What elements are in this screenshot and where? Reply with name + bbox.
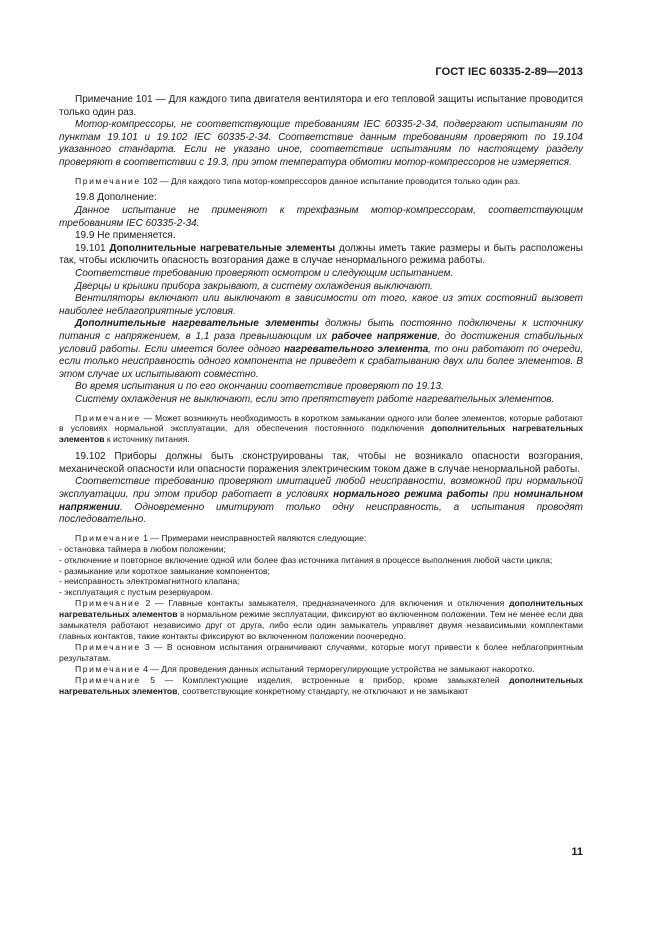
note-label: Примечание xyxy=(75,598,141,609)
term-bold: нагревательного элемента xyxy=(283,343,429,355)
note-label: Примечание xyxy=(75,674,141,685)
note-label: Примечание xyxy=(75,175,141,186)
document-code-header: ГОСТ IEC 60335-2-89—2013 xyxy=(435,66,583,78)
note-label: Примечание xyxy=(75,412,141,423)
note-101: Примечание 101 — Для каждого типа двигателя вентилятора и его тепловой защиты испытание проводится только один раз. xyxy=(59,94,583,118)
list-item: - эксплуатация с пустым резервуаром. xyxy=(59,587,213,598)
fault-simulation-text: Соответствие требованию проверяют имитацией любой неисправности, возможной при нормальной эксплуатации, при этом прибор работает в условиях нормального режима работы при номинальном напряжении. Одновременно имитируют только одну неисправность, а испытания проводят последовательно. xyxy=(59,476,583,526)
motor-compressor-paragraph: Мотор-компрессоры, не соответствующие требованиям IEC 60335-2-34, подвергают испытаниям по пунктам 19.101 и 19.102 IEC 60335-2-34. Соответствие данным требованиям проверяют по 19.104 указанного стандарта. Если не указано иное, соответствие испытаниям по настоящему разделу проверяют в соответствии с 19.3, при этом температура обмотки мотор-компрессоров не измеряется. xyxy=(59,119,583,168)
note-4: Примечание 4 — Для проведения данных испытаний терморегулирующие устройства не замыкают накоротко. xyxy=(75,663,535,674)
section-19-8-text: Данное испытание не применяют к трехфазным мотор-компрессорам, соответствующим требованиям IEC 60335-2-34. xyxy=(59,205,583,229)
term-bold: дополнительных нагревательных элементов xyxy=(59,598,583,620)
cooling-system-text: Систему охлаждения не выключают, если это препятствует работе нагревательных элементов. xyxy=(75,393,555,405)
term-bold: рабочее напряжение xyxy=(331,331,438,342)
term-bold: Дополнительные нагревательные элементы xyxy=(75,318,319,330)
fans-text: Вентиляторы включают или выключают в зависимости от того, какое из этих состояний вызовет наиболее неблагоприятные условия. xyxy=(59,293,583,317)
list-item: - неисправность электромагнитного клапана; xyxy=(59,576,240,587)
section-19-101: 19.101 Дополнительные нагревательные элементы должны иметь такие размеры и быть расположены так, чтобы исключить опасность возгорания даже в случае ненормального режима работы. xyxy=(59,242,583,267)
term-bold: нормального режима работы xyxy=(333,489,489,501)
note-2: Примечание 2 — Главные контакты замыкателя, предназначенного для включения и отключения дополнительных нагревательных элементов в нормальном режиме эксплуатации, фиксируют во включенном положении. Тем не менее если два замыкателя работают независимо друг от друга, либо если один замыкатель управляет двумя независимыми комплектами главных контактов, такие контакты фиксируют во включенном положении поочередно. xyxy=(59,598,583,641)
note-label: Примечание xyxy=(75,663,141,674)
list-item: - остановка таймера в любом положении; xyxy=(59,543,226,554)
list-item: - отключение и повторное включение одной или более фаз источника питания в процессе выполнения любой части цикла; xyxy=(59,554,553,565)
term-bold: номинальном напряжении xyxy=(59,489,583,513)
note-3: Примечание 3 — В основном испытания ограничивают случаями, которые могут привести к более неблагоприятным результатам. xyxy=(59,641,583,663)
note-label: Примечание xyxy=(75,532,141,543)
page-body xyxy=(59,94,583,696)
during-test-text: Во время испытания и по его окончании соответствие проверяют по 19.13. xyxy=(75,381,444,393)
list-item: - размыкание или короткое замыкание компонентов; xyxy=(59,565,270,576)
note-general: Примечание — Может возникнуть необходимость в коротком замыкании одного или более элементов, которые работают в условиях нормальной эксплуатации, для обеспечения постоянного подключения дополнительных нагревательных элементов к источнику питания. xyxy=(59,412,584,445)
term-bold: дополнительных нагревательных элементов xyxy=(59,423,584,445)
note-1: Примечание 1 — Примерами неисправностей являются следующие: xyxy=(75,532,367,543)
compliance-inspection: Соответствие требованию проверяют осмотром и следующим испытанием. xyxy=(75,268,454,280)
section-19-8: 19.8 Дополнение: xyxy=(75,192,157,204)
heating-elements-test: Дополнительные нагревательные элементы должны быть постоянно подключены к источнику питания с напряжением, в 1,1 раза превышающим их рабочее напряжение, до достижения стабильных условий работы. Если имеется более одного нагревательного элемента, то они работают по очереди, если только неисправность одного компонента не приведет к срабатыванию двух или более элементов. В этом случае их испытывают совместно. xyxy=(59,318,583,380)
section-19-9: 19.9 Не применяется. xyxy=(75,230,176,242)
page-number: 11 xyxy=(571,846,583,858)
note-label: Примечание xyxy=(75,641,141,652)
term-bold: дополнительных нагревательных элементов xyxy=(59,674,583,696)
doors-closed-text: Дверцы и крышки прибора закрывают, а систему охлаждения выключают. xyxy=(75,280,433,292)
note-5: Примечание 5 — Комплектующие изделия, встроенные в прибор, кроме замыкателей дополнительных нагревательных элементов, соответствующие конкретному стандарту, не отключают и не замыкают xyxy=(59,674,583,696)
note-102: Примечание 102 — Для каждого типа мотор-компрессоров данное испытание проводится только один раз. xyxy=(75,175,521,186)
section-19-102: 19.102 Приборы должны быть сконструированы так, чтобы не возникало опасности возгорания, механической опасности или опасности поражения электрическим током даже в случае ненормальной работы. xyxy=(59,451,583,475)
term-bold: Дополнительные нагревательные элементы xyxy=(109,242,336,254)
